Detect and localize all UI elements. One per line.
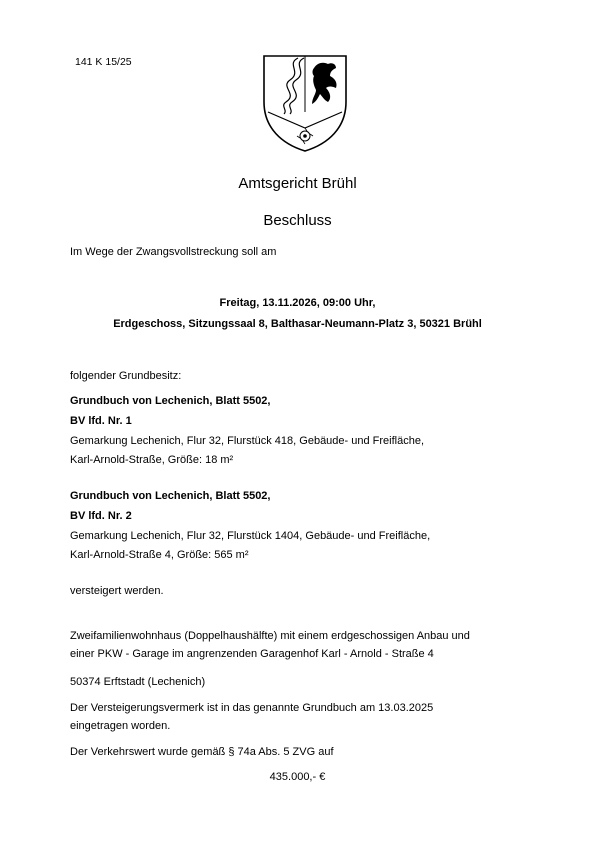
property-details: Gemarkung Lechenich, Flur 32, Flurstück 418, Gebäude- und Freifläche, — [70, 435, 425, 447]
property-number: BV lfd. Nr. 1 — [70, 415, 132, 427]
auction-location: Erdgeschoss, Sitzungssaal 8, Balthasar-Neumann-Platz 3, 50321 Brühl — [113, 318, 482, 330]
property-description: Zweifamilienwohnhaus (Doppelhaushälfte) mit einem erdgeschossigen Anbau und — [70, 630, 470, 642]
registration-note: eingetragen worden. — [70, 720, 171, 732]
auction-phrase: versteigert werden. — [70, 585, 164, 597]
coat-of-arms-seal — [258, 50, 352, 154]
document-title: Beschluss — [263, 212, 332, 229]
property-number: BV lfd. Nr. 2 — [70, 510, 132, 522]
property-details: Karl-Arnold-Straße 4, Größe: 565 m² — [70, 549, 249, 561]
intro-text: Im Wege der Zwangsvollstreckung soll am — [70, 246, 277, 258]
valuation-intro: Der Verkehrswert wurde gemäß § 74a Abs. 5 ZVG auf — [70, 746, 334, 758]
case-number: 141 K 15/25 — [75, 56, 132, 68]
property-register: Grundbuch von Lechenich, Blatt 5502, — [70, 395, 271, 407]
property-details: Gemarkung Lechenich, Flur 32, Flurstück 1404, Gebäude- und Freifläche, — [70, 530, 431, 542]
property-intro: folgender Grundbesitz: — [70, 370, 182, 382]
property-address: 50374 Erftstadt (Lechenich) — [70, 676, 206, 688]
valuation-amount: 435.000,- € — [269, 771, 326, 783]
property-description: einer PKW - Garage im angrenzenden Garagenhof Karl - Arnold - Straße 4 — [70, 648, 434, 660]
court-name: Amtsgericht Brühl — [238, 175, 357, 192]
registration-note: Der Versteigerungsvermerk ist in das genannte Grundbuch am 13.03.2025 — [70, 702, 434, 714]
property-register: Grundbuch von Lechenich, Blatt 5502, — [70, 490, 271, 502]
property-details: Karl-Arnold-Straße, Größe: 18 m² — [70, 454, 234, 466]
auction-date-time: Freitag, 13.11.2026, 09:00 Uhr, — [219, 297, 376, 309]
